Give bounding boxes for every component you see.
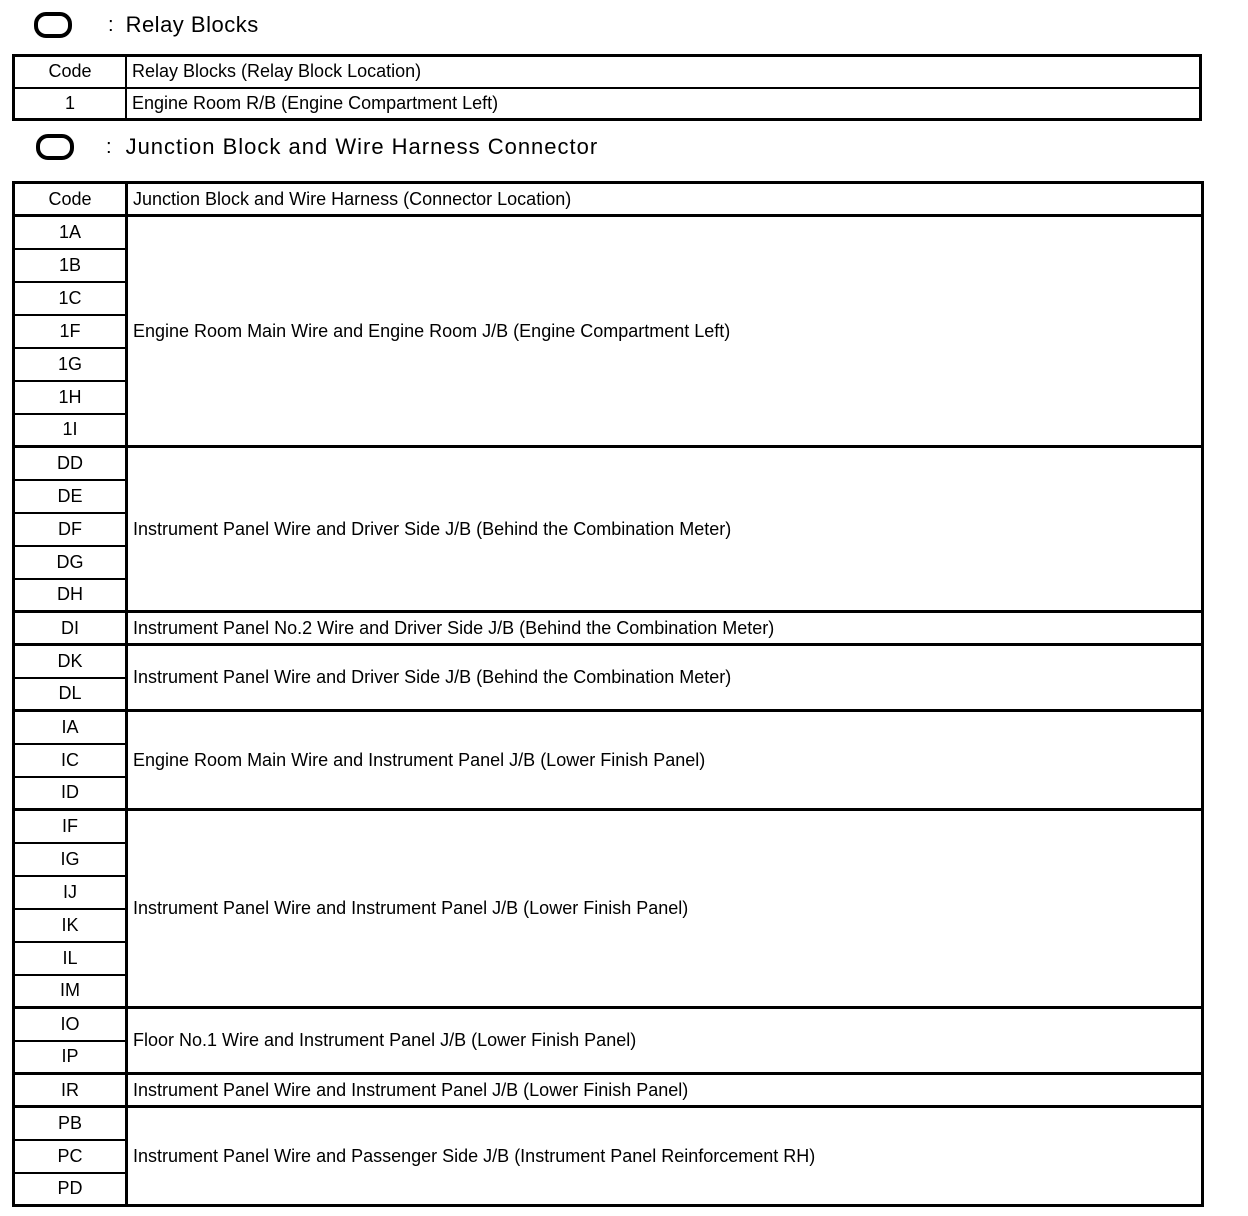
rounded-rectangle-icon [36, 134, 74, 160]
location-cell: Instrument Panel Wire and Driver Side J/B (Behind the Combination Meter) [127, 447, 1203, 612]
code-cell: IL [14, 942, 127, 975]
table-row [14, 612, 1203, 645]
code-cell: IA [14, 711, 127, 744]
rounded-rectangle-icon [34, 12, 72, 38]
code-cell: DI [14, 612, 127, 645]
code-header: Code [14, 56, 127, 88]
relay-section-title: Relay Blocks [125, 12, 259, 37]
legend-colon: : [108, 13, 114, 36]
table-row [14, 1107, 1203, 1140]
code-cell: 1G [14, 348, 127, 381]
junction-block-section-title: Junction Block and Wire Harness Connector [125, 134, 599, 159]
code-cell: ID [14, 777, 127, 810]
code-cell: IR [14, 1074, 127, 1107]
code-cell: IF [14, 810, 127, 843]
location-header: Relay Blocks (Relay Block Location) [126, 56, 1201, 88]
code-cell: IM [14, 975, 127, 1008]
table-row [14, 1074, 1203, 1107]
location-cell: Instrument Panel Wire and Instrument Panel J/B (Lower Finish Panel) [127, 810, 1203, 1008]
code-cell: IP [14, 1041, 127, 1074]
code-cell: DF [14, 513, 127, 546]
legend-colon: : [106, 135, 112, 158]
table-row [14, 711, 1203, 744]
code-cell: DK [14, 645, 127, 678]
location-cell: Floor No.1 Wire and Instrument Panel J/B (Lower Finish Panel) [127, 1008, 1203, 1074]
location-cell: Engine Room R/B (Engine Compartment Left) [126, 88, 1201, 120]
code-cell: DH [14, 579, 127, 612]
relay-legend [34, 8, 259, 42]
code-cell: 1B [14, 249, 127, 282]
code-cell: 1I [14, 414, 127, 447]
location-cell: Engine Room Main Wire and Engine Room J/B (Engine Compartment Left) [127, 216, 1203, 447]
code-header: Code [14, 183, 127, 216]
code-cell: PB [14, 1107, 127, 1140]
table-row [14, 216, 1203, 249]
code-cell: 1 [14, 88, 127, 120]
table-row [14, 447, 1203, 480]
code-cell: 1A [14, 216, 127, 249]
table-header-row [14, 183, 1203, 216]
code-cell: 1C [14, 282, 127, 315]
code-cell: IO [14, 1008, 127, 1041]
location-cell: Instrument Panel Wire and Passenger Side J/B (Instrument Panel Reinforcement RH) [127, 1107, 1203, 1206]
code-cell: IK [14, 909, 127, 942]
location-cell: Instrument Panel Wire and Instrument Panel J/B (Lower Finish Panel) [127, 1074, 1203, 1107]
location-cell: Instrument Panel Wire and Driver Side J/B (Behind the Combination Meter) [127, 645, 1203, 711]
code-cell: PC [14, 1140, 127, 1173]
code-cell: IG [14, 843, 127, 876]
table-row [14, 1008, 1203, 1041]
relay-blocks-table [12, 54, 1202, 121]
table-row [14, 88, 1201, 120]
code-cell: DL [14, 678, 127, 711]
location-cell: Engine Room Main Wire and Instrument Panel J/B (Lower Finish Panel) [127, 711, 1203, 810]
table-row [14, 645, 1203, 678]
table-row [14, 810, 1203, 843]
location-cell: Instrument Panel No.2 Wire and Driver Side J/B (Behind the Combination Meter) [127, 612, 1203, 645]
code-cell: DD [14, 447, 127, 480]
code-cell: 1F [14, 315, 127, 348]
location-header: Junction Block and Wire Harness (Connector Location) [127, 183, 1203, 216]
code-cell: IC [14, 744, 127, 777]
code-cell: DG [14, 546, 127, 579]
code-cell: PD [14, 1173, 127, 1206]
table-header-row [14, 56, 1201, 88]
code-cell: IJ [14, 876, 127, 909]
junction-block-legend [36, 130, 598, 164]
code-cell: 1H [14, 381, 127, 414]
junction-block-table [12, 181, 1204, 1207]
code-cell: DE [14, 480, 127, 513]
